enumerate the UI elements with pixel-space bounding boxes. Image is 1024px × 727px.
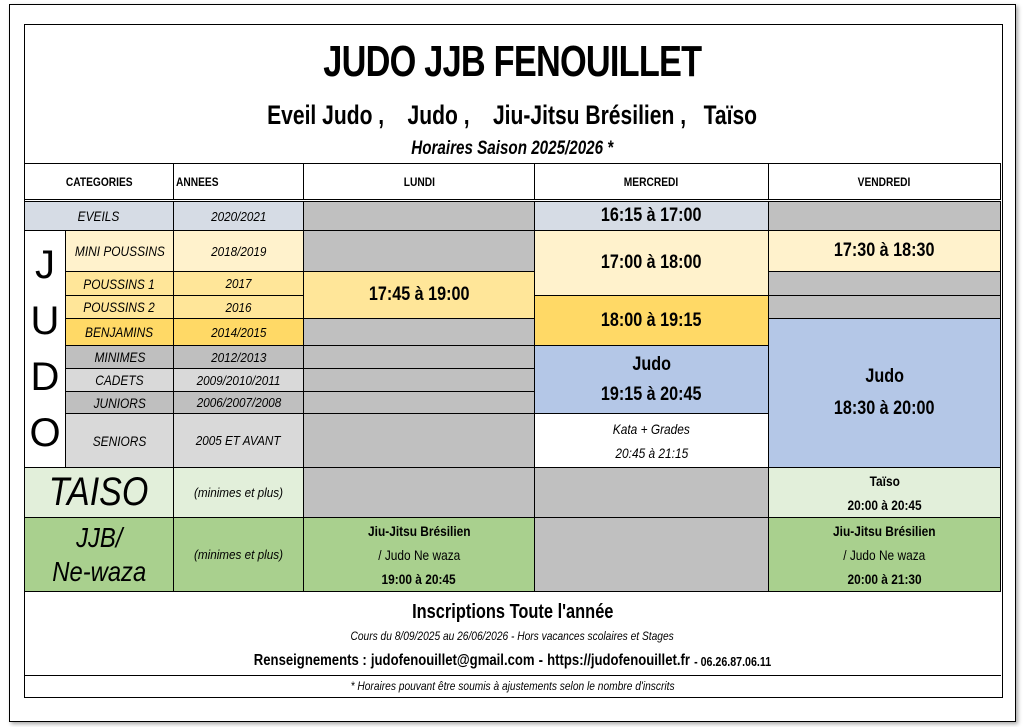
disciplines-subtitle: Eveil Judo , Judo , Jiu-Jitsu Brésilien , Taïso <box>267 99 758 130</box>
contact-email-link[interactable]: judofenouillet@gmail.com <box>370 652 535 669</box>
season-label: Horaires Saison 2025/2026 * <box>411 138 614 159</box>
subtitle-row <box>24 96 1001 134</box>
year-poussins-2-label: 2016 <box>225 299 252 315</box>
judo-letter-o: O <box>29 411 61 455</box>
vendredi-jjb-line1: Jiu-Jitsu Brésilien <box>833 522 936 539</box>
year-cadets <box>173 368 304 392</box>
category-mini-poussins-label: MINI POUSSINS <box>74 243 165 259</box>
header-categories <box>24 163 174 200</box>
mercredi-empty-taiso <box>534 467 769 518</box>
mercredi-slot-judo <box>534 345 769 414</box>
inscriptions-row <box>24 598 1001 626</box>
vendredi-taiso-title: Taïso <box>869 472 900 489</box>
mercredi-benjamins-time: 18:00 à 19:15 <box>601 309 702 331</box>
year-seniors-label: 2005 ET AVANT <box>196 433 281 448</box>
year-seniors <box>173 413 304 468</box>
lundi-empty-eveil <box>303 201 535 231</box>
year-mini-poussins-label: 2018/2019 <box>210 243 267 259</box>
lundi-empty-mini <box>303 230 535 272</box>
vendredi-judo-title: Judo <box>865 366 904 387</box>
header-mercredi-label: MERCREDI <box>624 174 679 189</box>
vendredi-slot-jjb <box>768 517 1001 592</box>
vendredi-slot-judo <box>768 318 1001 468</box>
lundi-empty-taiso <box>303 467 535 518</box>
mercredi-slot-mini <box>534 230 769 296</box>
mercredi-judo-time: 19:15 à 20:45 <box>601 383 702 405</box>
note-row <box>24 677 1001 695</box>
lundi-jjb-line2: / Judo Ne waza <box>377 546 461 563</box>
category-jjb <box>24 517 174 592</box>
year-eveils <box>173 201 304 231</box>
category-minimes-label: MINIMES <box>94 349 145 365</box>
header-annees-label: ANNEES <box>176 174 219 189</box>
year-benjamins <box>173 318 304 346</box>
category-poussins-1-label: POUSSINS 1 <box>83 275 156 292</box>
category-jjb-line1: JJB/ <box>75 521 123 553</box>
contact-phone: - 06.26.87.06.11 <box>694 653 772 669</box>
renseignements-label: Renseignements : <box>253 652 367 669</box>
header-mercredi <box>534 163 769 200</box>
vendredi-empty-eveil <box>768 201 1001 231</box>
category-eveils-label: EVEILS <box>78 208 120 224</box>
lundi-empty-cadets <box>303 368 535 392</box>
year-juniors-label: 2006/2007/2008 <box>196 395 281 410</box>
adjustment-note: * Horaires pouvant être soumis à ajustements selon le nombre d'inscrits <box>350 679 675 693</box>
mercredi-kata-time: 20:45 à 21:15 <box>615 444 688 461</box>
title-row <box>24 34 1001 90</box>
lundi-slot-poussins <box>303 271 535 319</box>
header-vendredi-label: VENDREDI <box>858 174 911 189</box>
judo-letter-d: D <box>30 355 60 399</box>
mercredi-slot-eveil <box>534 201 769 231</box>
vendredi-slot-mini <box>768 230 1001 272</box>
year-mini-poussins <box>173 230 304 272</box>
category-poussins-2 <box>65 295 174 319</box>
year-poussins-2 <box>173 295 304 319</box>
category-cadets <box>65 368 174 392</box>
category-eveils <box>24 201 174 231</box>
year-poussins-1 <box>173 271 304 296</box>
year-benjamins-label: 2014/2015 <box>210 324 267 340</box>
year-jjb <box>173 517 304 592</box>
category-juniors <box>65 391 174 414</box>
year-taiso-label: (minimes et plus) <box>193 485 284 500</box>
footer-divider <box>24 675 1001 676</box>
mercredi-slot-benjamins <box>534 295 769 346</box>
renseignements-row <box>24 648 1001 674</box>
renseignements-line <box>254 652 771 670</box>
category-benjamins-label: BENJAMINS <box>85 324 154 340</box>
category-jjb-line2: Ne-waza <box>52 555 146 587</box>
category-mini-poussins <box>65 230 174 272</box>
category-poussins-1 <box>65 271 174 296</box>
category-taiso-label: TAISO <box>49 470 149 514</box>
year-minimes <box>173 345 304 369</box>
season-row <box>24 136 1001 162</box>
year-minimes-label: 2012/2013 <box>210 349 267 365</box>
category-taiso <box>24 467 174 518</box>
vendredi-slot-taiso <box>768 467 1001 518</box>
category-poussins-2-label: POUSSINS 2 <box>83 299 156 315</box>
lundi-empty-benj <box>303 318 535 346</box>
category-seniors-label: SENIORS <box>92 432 147 449</box>
category-minimes <box>65 345 174 369</box>
mercredi-eveil-time: 16:15 à 17:00 <box>601 205 702 226</box>
year-jjb-label: (minimes et plus) <box>193 547 284 562</box>
lundi-jjb-time: 19:00 à 20:45 <box>381 570 457 587</box>
category-cadets-label: CADETS <box>95 372 144 388</box>
year-taiso <box>173 467 304 518</box>
mercredi-empty-jjb <box>534 517 769 592</box>
lundi-slot-jjb <box>303 517 535 592</box>
judo-letter-u: U <box>30 299 60 343</box>
year-poussins-1-label: 2017 <box>225 276 252 291</box>
mercredi-slot-kata <box>534 413 769 468</box>
header-categories-label: CATEGORIES <box>65 174 133 189</box>
inscriptions-heading: Inscriptions Toute l'année <box>411 600 614 623</box>
mercredi-judo-title: Judo <box>632 353 671 375</box>
category-benjamins <box>65 318 174 346</box>
mercredi-kata-title: Kata + Grades <box>612 420 691 437</box>
mercredi-mini-time: 17:00 à 18:00 <box>601 252 702 273</box>
vendredi-mini-time: 17:30 à 18:30 <box>834 240 935 261</box>
vendredi-jjb-line2: / Judo Ne waza <box>843 546 926 563</box>
judo-vertical-label <box>24 230 66 468</box>
separator: - <box>538 652 544 669</box>
header-vendredi <box>768 163 1001 200</box>
cours-dates: Cours du 8/09/2025 au 26/06/2026 - Hors vacances scolaires et Stages <box>350 629 675 643</box>
header-lundi <box>303 163 535 200</box>
vendredi-empty-p1 <box>768 271 1001 296</box>
lundi-poussins-time: 17:45 à 19:00 <box>368 284 470 305</box>
vendredi-taiso-time: 20:00 à 20:45 <box>847 496 922 513</box>
header-lundi-label: LUNDI <box>403 174 435 189</box>
lundi-empty-seniors <box>303 413 535 468</box>
category-seniors <box>65 413 174 468</box>
year-cadets-label: 2009/2010/2011 <box>196 372 281 388</box>
vendredi-empty-p2 <box>768 295 1001 319</box>
year-eveils-label: 2020/2021 <box>210 208 267 224</box>
year-juniors <box>173 391 304 414</box>
cours-row <box>24 627 1001 645</box>
lundi-jjb-line1: Jiu-Jitsu Brésilien <box>367 522 471 539</box>
judo-letter-j: J <box>35 243 55 287</box>
website-link[interactable]: https://judofenouillet.fr <box>547 652 691 669</box>
category-juniors-label: JUNIORS <box>93 394 146 411</box>
vendredi-jjb-time: 20:00 à 21:30 <box>847 570 922 587</box>
lundi-empty-minimes <box>303 345 535 369</box>
lundi-empty-juniors <box>303 391 535 414</box>
header-annees <box>173 163 304 200</box>
vendredi-judo-time: 18:30 à 20:00 <box>834 398 935 419</box>
page-title: JUDO JJB FENOUILLET <box>323 37 702 86</box>
